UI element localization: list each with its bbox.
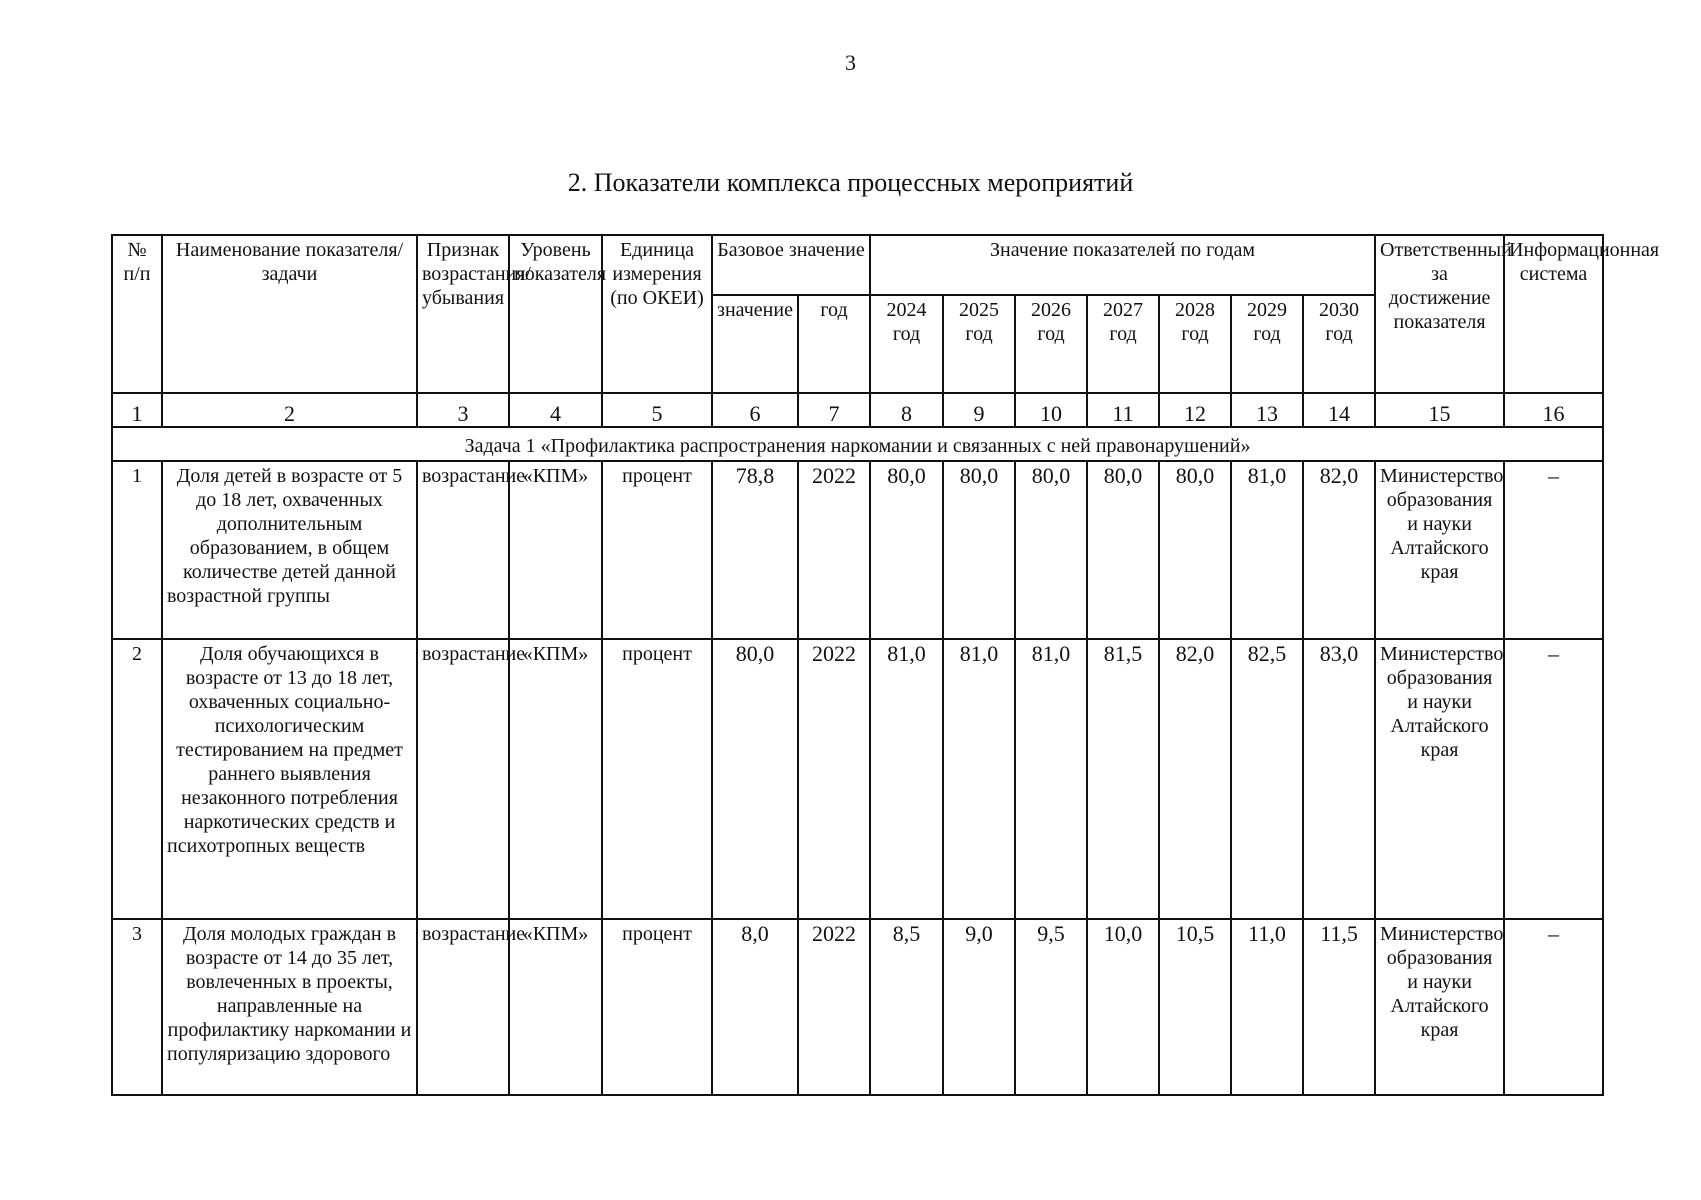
indicators-table <box>111 234 1660 1096</box>
row-value-2024: 80,0 <box>870 461 943 639</box>
row-unit: процент <box>602 461 712 639</box>
row-base-value: 78,8 <box>712 461 798 639</box>
row-value-2028: 80,0 <box>1159 461 1231 639</box>
row-sign: возрастание <box>417 461 509 639</box>
row-info-system: – <box>1504 461 1603 639</box>
column-numbers-row <box>112 393 1603 427</box>
column-number: 5 <box>602 393 712 427</box>
column-number: 12 <box>1159 393 1231 427</box>
column-number: 4 <box>509 393 602 427</box>
header-values-by-years: Значение показателей по годам <box>870 235 1375 295</box>
row-value-2028: 10,5 <box>1159 919 1231 1095</box>
row-base-year: 2022 <box>798 919 870 1095</box>
row-level: «КПМ» <box>509 919 602 1095</box>
header-info-system: Информационная система <box>1504 235 1603 393</box>
row-value-2027: 10,0 <box>1087 919 1159 1095</box>
row-info-system: – <box>1504 919 1603 1095</box>
row-value-2027: 81,5 <box>1087 639 1159 919</box>
row-responsible: Министерство образования и науки Алтайского края <box>1375 639 1504 919</box>
column-number: 9 <box>943 393 1015 427</box>
header-base-year: год <box>798 295 870 393</box>
header-level: Уровень показателя <box>509 235 602 393</box>
page-number: 3 <box>845 50 856 75</box>
row-value-2029: 82,5 <box>1231 639 1303 919</box>
row-level: «КПМ» <box>509 639 602 919</box>
column-number: 14 <box>1303 393 1375 427</box>
task-title: Задача 1 «Профилактика распространения наркомании и связанных с ней правонарушений» <box>112 427 1603 461</box>
header-unit: Единица измерения (по ОКЕИ) <box>602 235 712 393</box>
row-name: Доля обучающихся в возрасте от 13 до 18 лет, охваченных социально-психологическим тестированием на предмет раннего выявления незаконного потребления наркотических средств и психотропных веществ <box>162 639 417 919</box>
header-year-2029: 2029 год <box>1231 295 1303 393</box>
row-sign: возрастание <box>417 639 509 919</box>
header-year-2030: 2030 год <box>1303 295 1375 393</box>
row-base-value: 8,0 <box>712 919 798 1095</box>
row-value-2029: 81,0 <box>1231 461 1303 639</box>
row-value-2027: 80,0 <box>1087 461 1159 639</box>
header-responsible: Ответственный за достижение показателя <box>1375 235 1504 393</box>
row-value-2028: 82,0 <box>1159 639 1231 919</box>
row-value-2030: 82,0 <box>1303 461 1375 639</box>
header-year-2028: 2028 год <box>1159 295 1231 393</box>
row-num: 2 <box>112 639 162 919</box>
row-sign: возрастание <box>417 919 509 1095</box>
row-level: «КПМ» <box>509 461 602 639</box>
column-number: 11 <box>1087 393 1159 427</box>
row-base-year: 2022 <box>798 639 870 919</box>
header-num: № п/п <box>112 235 162 393</box>
column-number: 10 <box>1015 393 1087 427</box>
table-row <box>112 919 1603 1095</box>
table-row <box>112 639 1603 919</box>
row-value-2024: 8,5 <box>870 919 943 1095</box>
row-responsible: Министерство образования и науки Алтайского края <box>1375 919 1504 1095</box>
row-num: 1 <box>112 461 162 639</box>
row-name: Доля детей в возрасте от 5 до 18 лет, охваченных дополнительным образованием, в общем количестве детей данной возрастной группы <box>162 461 417 639</box>
row-value-2026: 80,0 <box>1015 461 1087 639</box>
column-number: 16 <box>1504 393 1603 427</box>
column-number: 15 <box>1375 393 1504 427</box>
row-value-2025: 81,0 <box>943 639 1015 919</box>
row-value-2024: 81,0 <box>870 639 943 919</box>
table-row <box>112 461 1603 639</box>
column-number: 7 <box>798 393 870 427</box>
header-year-2025: 2025 год <box>943 295 1015 393</box>
header-sign: Признак возрастания/ убывания <box>417 235 509 393</box>
row-value-2026: 9,5 <box>1015 919 1087 1095</box>
header-year-2027: 2027 год <box>1087 295 1159 393</box>
header-name: Наименование показателя/задачи <box>162 235 417 393</box>
column-number: 13 <box>1231 393 1303 427</box>
row-value-2025: 80,0 <box>943 461 1015 639</box>
header-year-2026: 2026 год <box>1015 295 1087 393</box>
row-unit: процент <box>602 919 712 1095</box>
row-value-2025: 9,0 <box>943 919 1015 1095</box>
column-number: 3 <box>417 393 509 427</box>
row-info-system: – <box>1504 639 1603 919</box>
header-year-2024: 2024 год <box>870 295 943 393</box>
column-number: 8 <box>870 393 943 427</box>
column-number: 6 <box>712 393 798 427</box>
row-name: Доля молодых граждан в возрасте от 14 до 35 лет, вовлеченных в проекты, направленные на профилактику наркомании и популяризацию здорового <box>162 919 417 1095</box>
column-number: 1 <box>112 393 162 427</box>
row-value-2030: 11,5 <box>1303 919 1375 1095</box>
row-value-2030: 83,0 <box>1303 639 1375 919</box>
row-value-2029: 11,0 <box>1231 919 1303 1095</box>
header-base: Базовое значение <box>712 235 870 295</box>
row-base-year: 2022 <box>798 461 870 639</box>
column-number: 2 <box>162 393 417 427</box>
section-title: 2. Показатели комплекса процессных мероприятий <box>567 168 1134 197</box>
row-value-2026: 81,0 <box>1015 639 1087 919</box>
row-num: 3 <box>112 919 162 1095</box>
row-responsible: Министерство образования и науки Алтайского края <box>1375 461 1504 639</box>
row-unit: процент <box>602 639 712 919</box>
task-row <box>112 427 1603 461</box>
header-base-value: значение <box>712 295 798 393</box>
row-base-value: 80,0 <box>712 639 798 919</box>
